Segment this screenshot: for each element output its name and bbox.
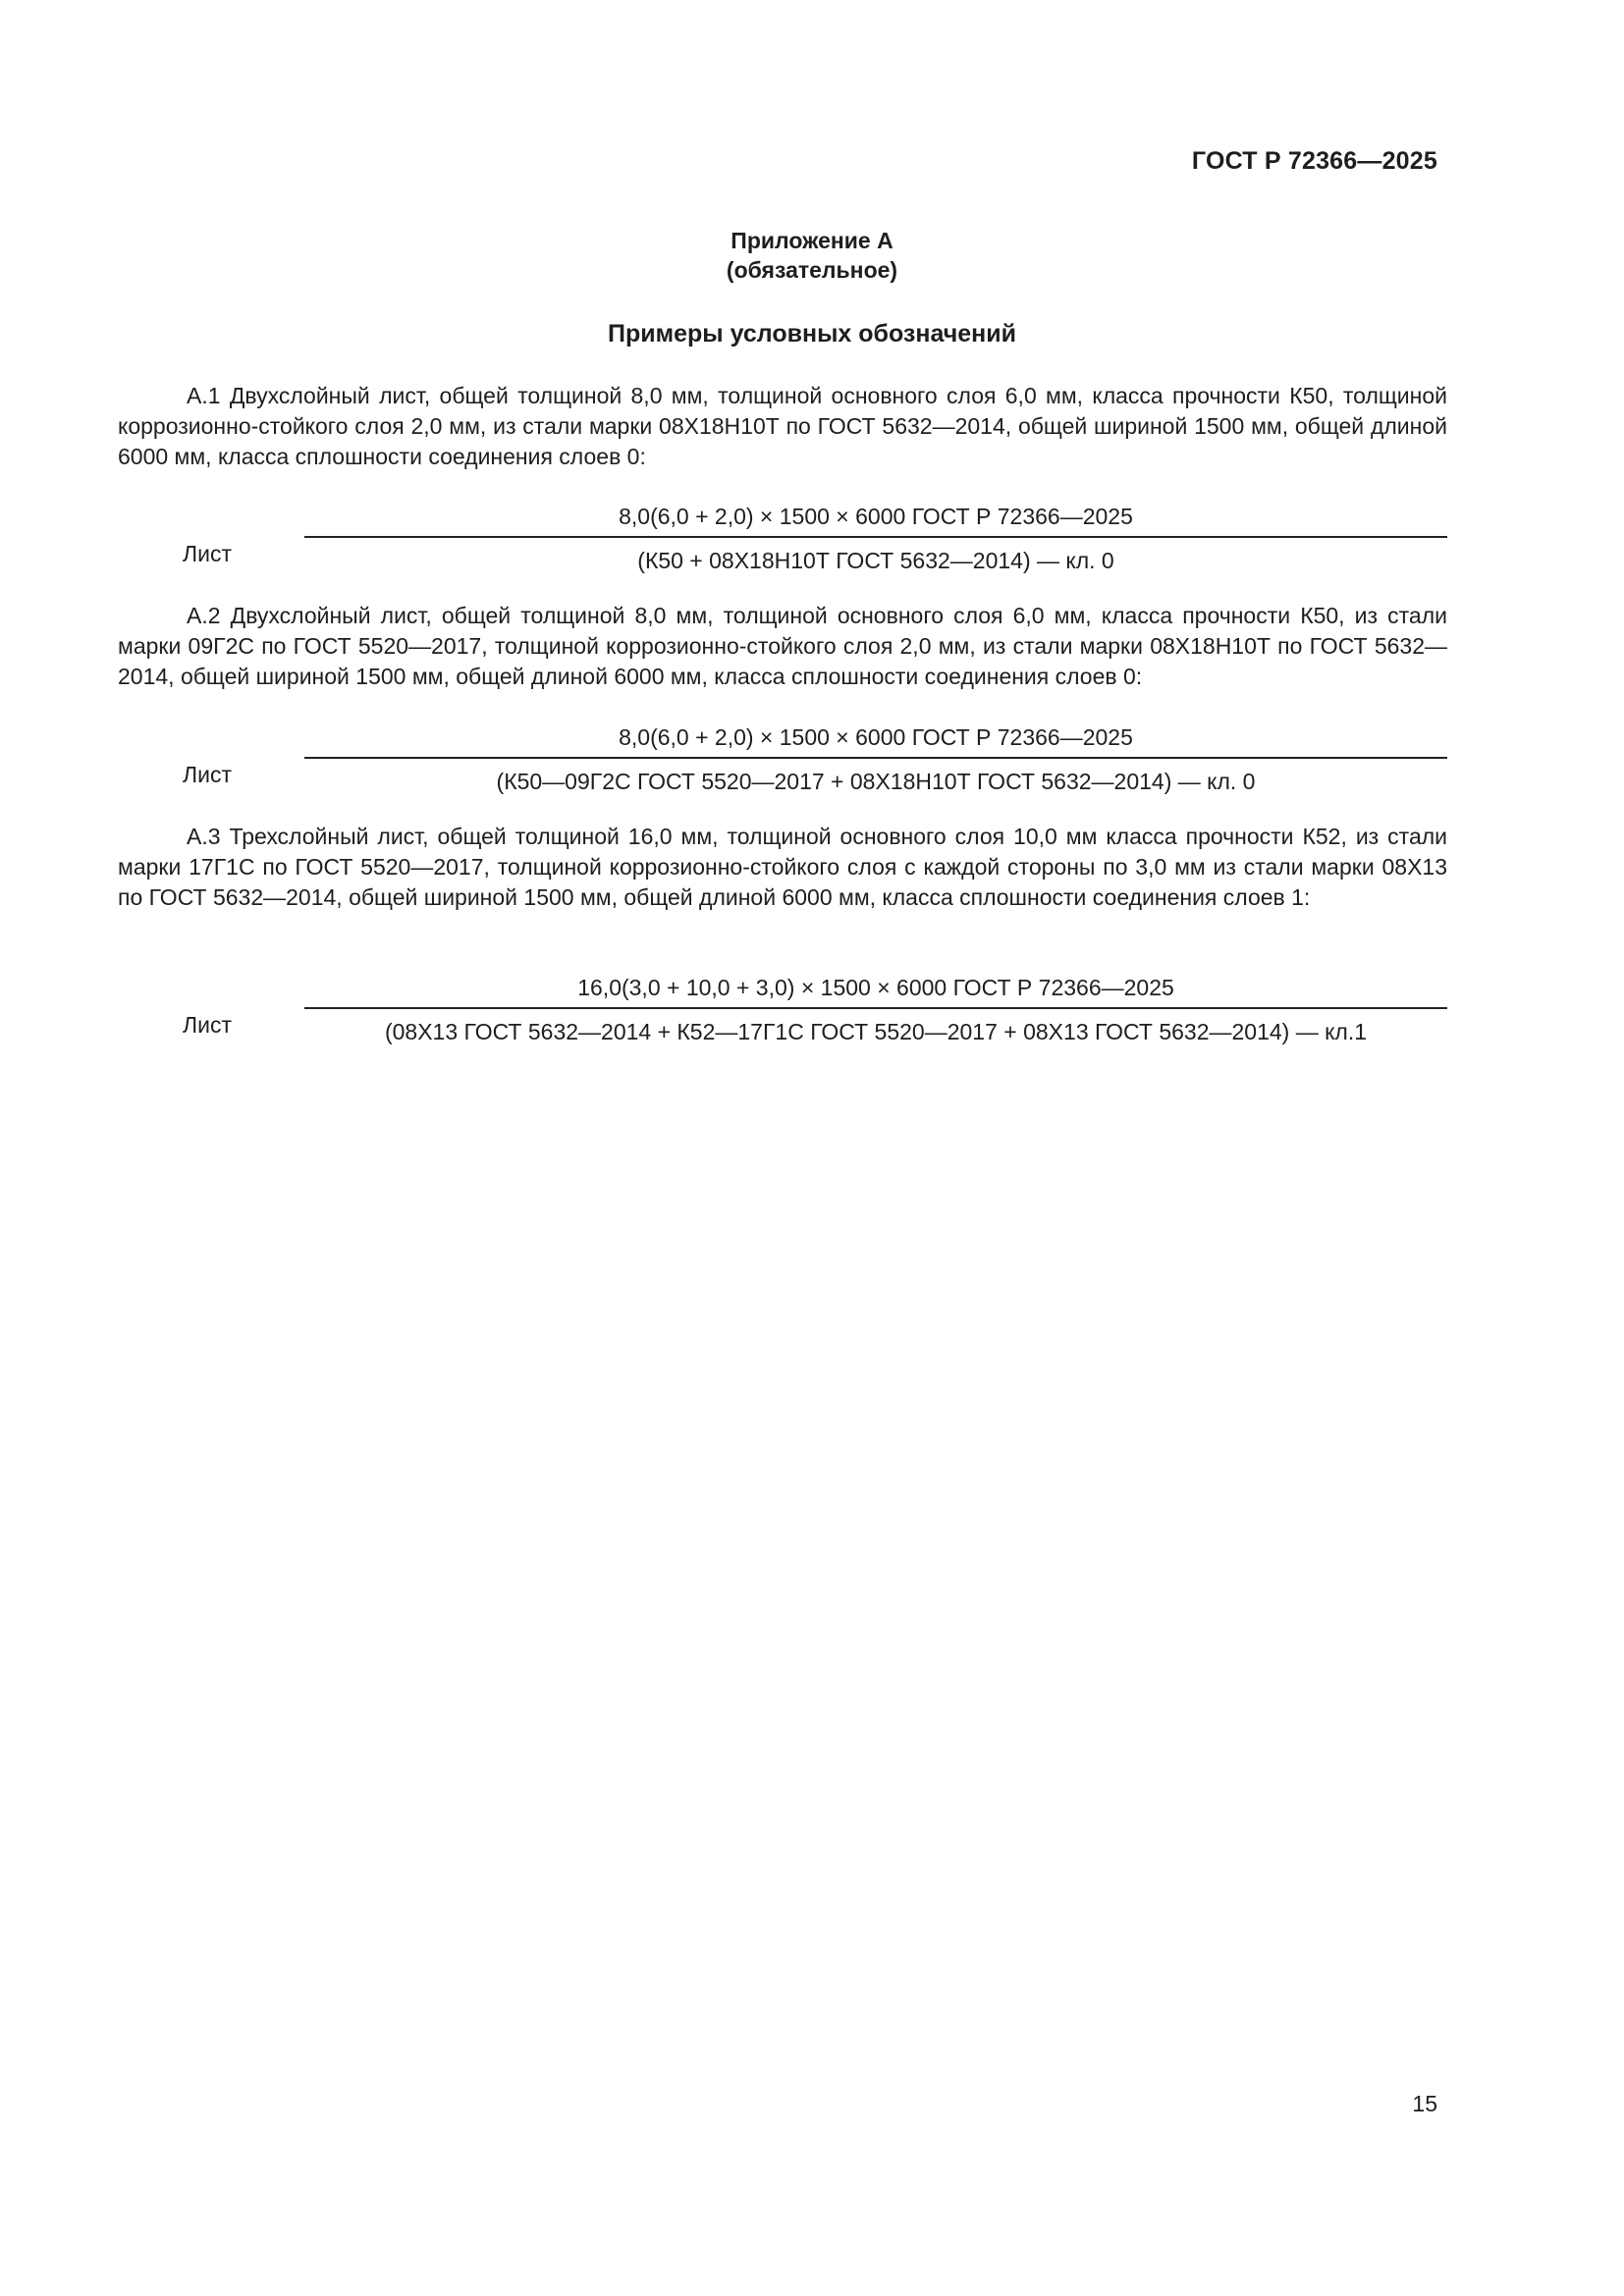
example-a1-text: А.1 Двухслойный лист, общей толщиной 8,0 мм, толщиной основного слоя 6,0 мм, класса прочности К50, толщиной коррозионно-стойкого слоя 2,0 мм, из стали марки 08Х18Н10Т по ГОСТ 5632—2014, общей шириной 1500 мм, общей длиной 6000 мм, класса сплошности соединения слоев 0: (118, 383, 1447, 469)
example-a2-text: А.2 Двухслойный лист, общей толщиной 8,0 мм, толщиной основного слоя 6,0 мм, класса прочности К50, из стали марки 09Г2С по ГОСТ 5520—2017, толщиной коррозионно-стойкого слоя 2,0 мм, из стали марки 08Х18Н10Т по ГОСТ 5632—2014, общей шириной 1500 мм, общей длиной 6000 мм, класса сплошности соединения слоев 0: (118, 603, 1447, 689)
designation-numerator: 8,0(6,0 + 2,0) × 1500 × 6000 ГОСТ Р 72366—2025 (619, 504, 1133, 529)
designation-numerator: 16,0(3,0 + 10,0 + 3,0) × 1500 × 6000 ГОСТ Р 72366—2025 (577, 975, 1174, 1000)
designation-numerator: 8,0(6,0 + 2,0) × 1500 × 6000 ГОСТ Р 72366—2025 (619, 724, 1133, 750)
designation-word: Лист (183, 1012, 232, 1038)
designation-denominator: (К50—09Г2С ГОСТ 5520—2017 + 08Х18Н10Т ГОСТ 5632—2014) — кл. 0 (496, 769, 1256, 794)
appendix-title: Приложение А (731, 228, 893, 253)
fraction-bar (304, 1007, 1447, 1009)
fraction-bar (304, 536, 1447, 538)
example-a2-designation (118, 724, 1447, 823)
section-title: Примеры условных обозначений (608, 320, 1016, 347)
fraction-bar (304, 757, 1447, 759)
example-a3-text: А.3 Трехслойный лист, общей толщиной 16,0 мм, толщиной основного слоя 10,0 мм класса прочности К52, из стали марки 17Г1С по ГОСТ 5520—2017, толщиной коррозионно-стойкого слоя с каждой стороны по 3,0 мм из стали марки 08Х13 по ГОСТ 5632—2014, общей шириной 1500 мм, общей длиной 6000 мм, класса сплошности соединения слоев 1: (118, 824, 1447, 910)
designation-denominator: (08Х13 ГОСТ 5632—2014 + К52—17Г1С ГОСТ 5520—2017 + 08Х13 ГОСТ 5632—2014) — кл.1 (384, 1019, 1368, 1044)
document-id-header: ГОСТ Р 72366—2025 (1191, 147, 1437, 175)
designation-word: Лист (183, 541, 232, 566)
appendix-status: (обязательное) (726, 257, 898, 283)
designation-word: Лист (183, 762, 232, 787)
example-a1-designation (118, 504, 1447, 602)
designation-denominator: (К50 + 08Х18Н10Т ГОСТ 5632—2014) — кл. 0 (637, 548, 1114, 573)
appendix-heading (0, 226, 1624, 285)
page-number: 15 (1412, 2091, 1437, 2116)
example-a3-designation (118, 975, 1447, 1073)
